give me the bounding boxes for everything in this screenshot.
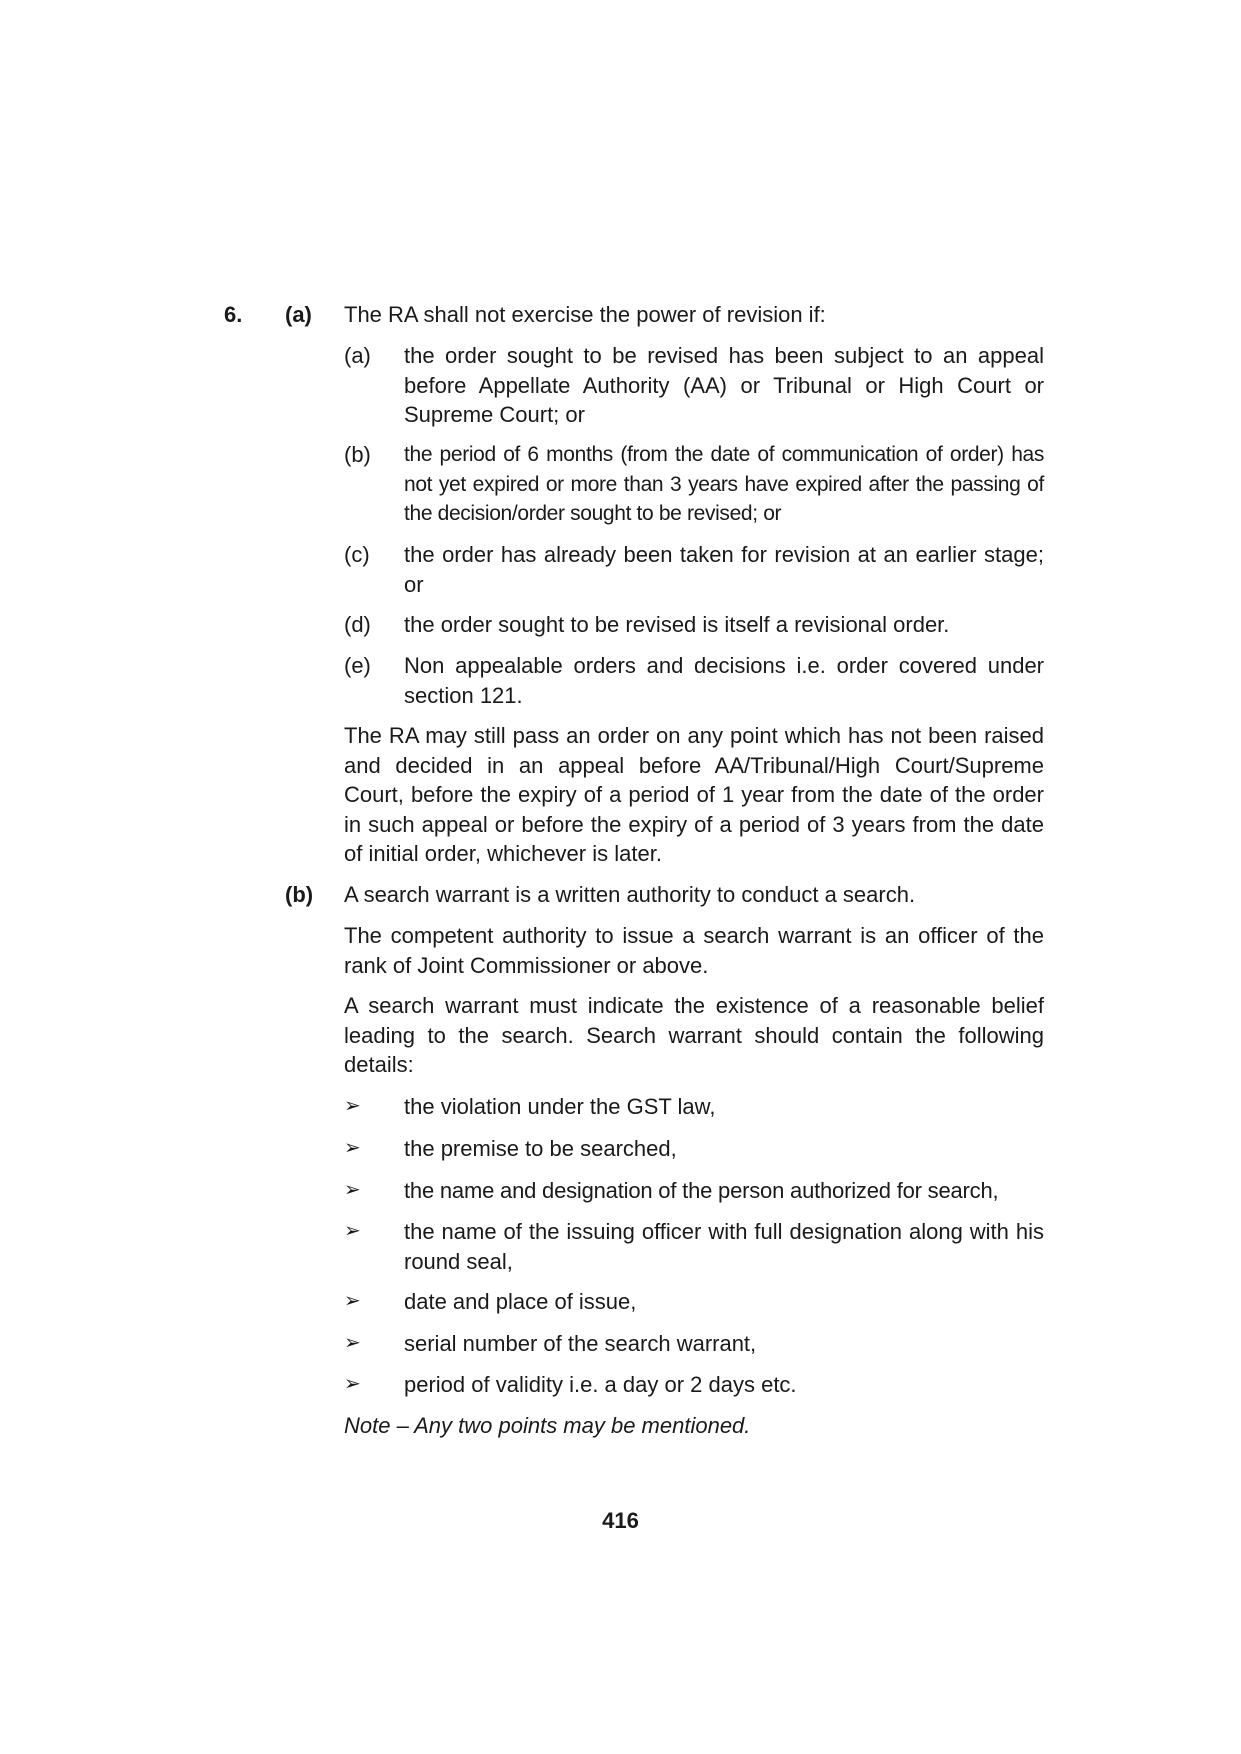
part-b-label: (b) xyxy=(285,882,314,907)
part-b-paragraph-1: A search warrant is a written authority to conduct a search. xyxy=(344,882,916,907)
bullet-arrow-icon: ➢ xyxy=(344,1373,361,1395)
search-warrant-detail-item: the premise to be searched, xyxy=(404,1136,677,1161)
search-warrant-detail-item: the violation under the GST law, xyxy=(404,1094,716,1119)
bullet-arrow-icon: ➢ xyxy=(344,1137,361,1159)
part-a-item-a-text: the order sought to be revised has been subject to an appeal before Appellate Authority (AA) or Tribunal or High Court or Supreme Court; or xyxy=(404,343,1044,427)
part-a-item-b-label: (b) xyxy=(344,442,371,467)
part-a-intro: The RA shall not exercise the power of revision if: xyxy=(344,302,826,327)
search-warrant-detail-item: period of validity i.e. a day or 2 days etc. xyxy=(404,1372,797,1397)
search-warrant-detail-item: serial number of the search warrant, xyxy=(404,1331,757,1356)
search-warrant-detail-item: date and place of issue, xyxy=(404,1289,637,1314)
part-a-item-a-label: (a) xyxy=(344,343,371,368)
bullet-arrow-icon: ➢ xyxy=(344,1179,361,1201)
bullet-arrow-icon: ➢ xyxy=(344,1095,361,1117)
part-b-paragraph-2: The competent authority to issue a search warrant is an officer of the rank of Joint Commissioner or above. xyxy=(344,923,1044,978)
part-a-item-c-text: the order has already been taken for revision at an earlier stage; or xyxy=(404,542,1044,597)
part-a-item-e-text: Non appealable orders and decisions i.e. order covered under section 121. xyxy=(404,653,1044,708)
part-a-item-d-text: the order sought to be revised is itself a revisional order. xyxy=(404,612,950,637)
part-a-item-e-label: (e) xyxy=(344,653,371,678)
question-number: 6. xyxy=(224,302,243,327)
search-warrant-detail-item: the name of the issuing officer with full designation along with his round seal, xyxy=(404,1219,1044,1274)
bullet-arrow-icon: ➢ xyxy=(344,1220,361,1242)
bullet-arrow-icon: ➢ xyxy=(344,1290,361,1312)
search-warrant-detail-item: the name and designation of the person authorized for search, xyxy=(404,1178,999,1203)
page-number: 416 xyxy=(602,1508,639,1533)
part-a-closing-paragraph: The RA may still pass an order on any point which has not been raised and decided in an appeal before AA/Tribunal/High Court/Supreme Court, before the expiry of a period of 1 year from the date of the order in such appeal or before the expiry of a period of 3 years from the date of initial order, whichever is later. xyxy=(344,723,1044,866)
part-a-item-c-label: (c) xyxy=(344,542,370,567)
note: Note – Any two points may be mentioned. xyxy=(344,1413,751,1438)
part-a-item-d-label: (d) xyxy=(344,612,371,637)
bullet-arrow-icon: ➢ xyxy=(344,1332,361,1354)
part-a-item-b-text: the period of 6 months (from the date of communication of order) has not yet expired or more than 3 years have expired after the passing of the decision/order sought to be revised; or xyxy=(404,443,1044,525)
part-b-paragraph-3: A search warrant must indicate the existence of a reasonable belief leading to the search. Search warrant should contain the following details: xyxy=(344,993,1044,1077)
part-a-label: (a) xyxy=(285,302,312,327)
